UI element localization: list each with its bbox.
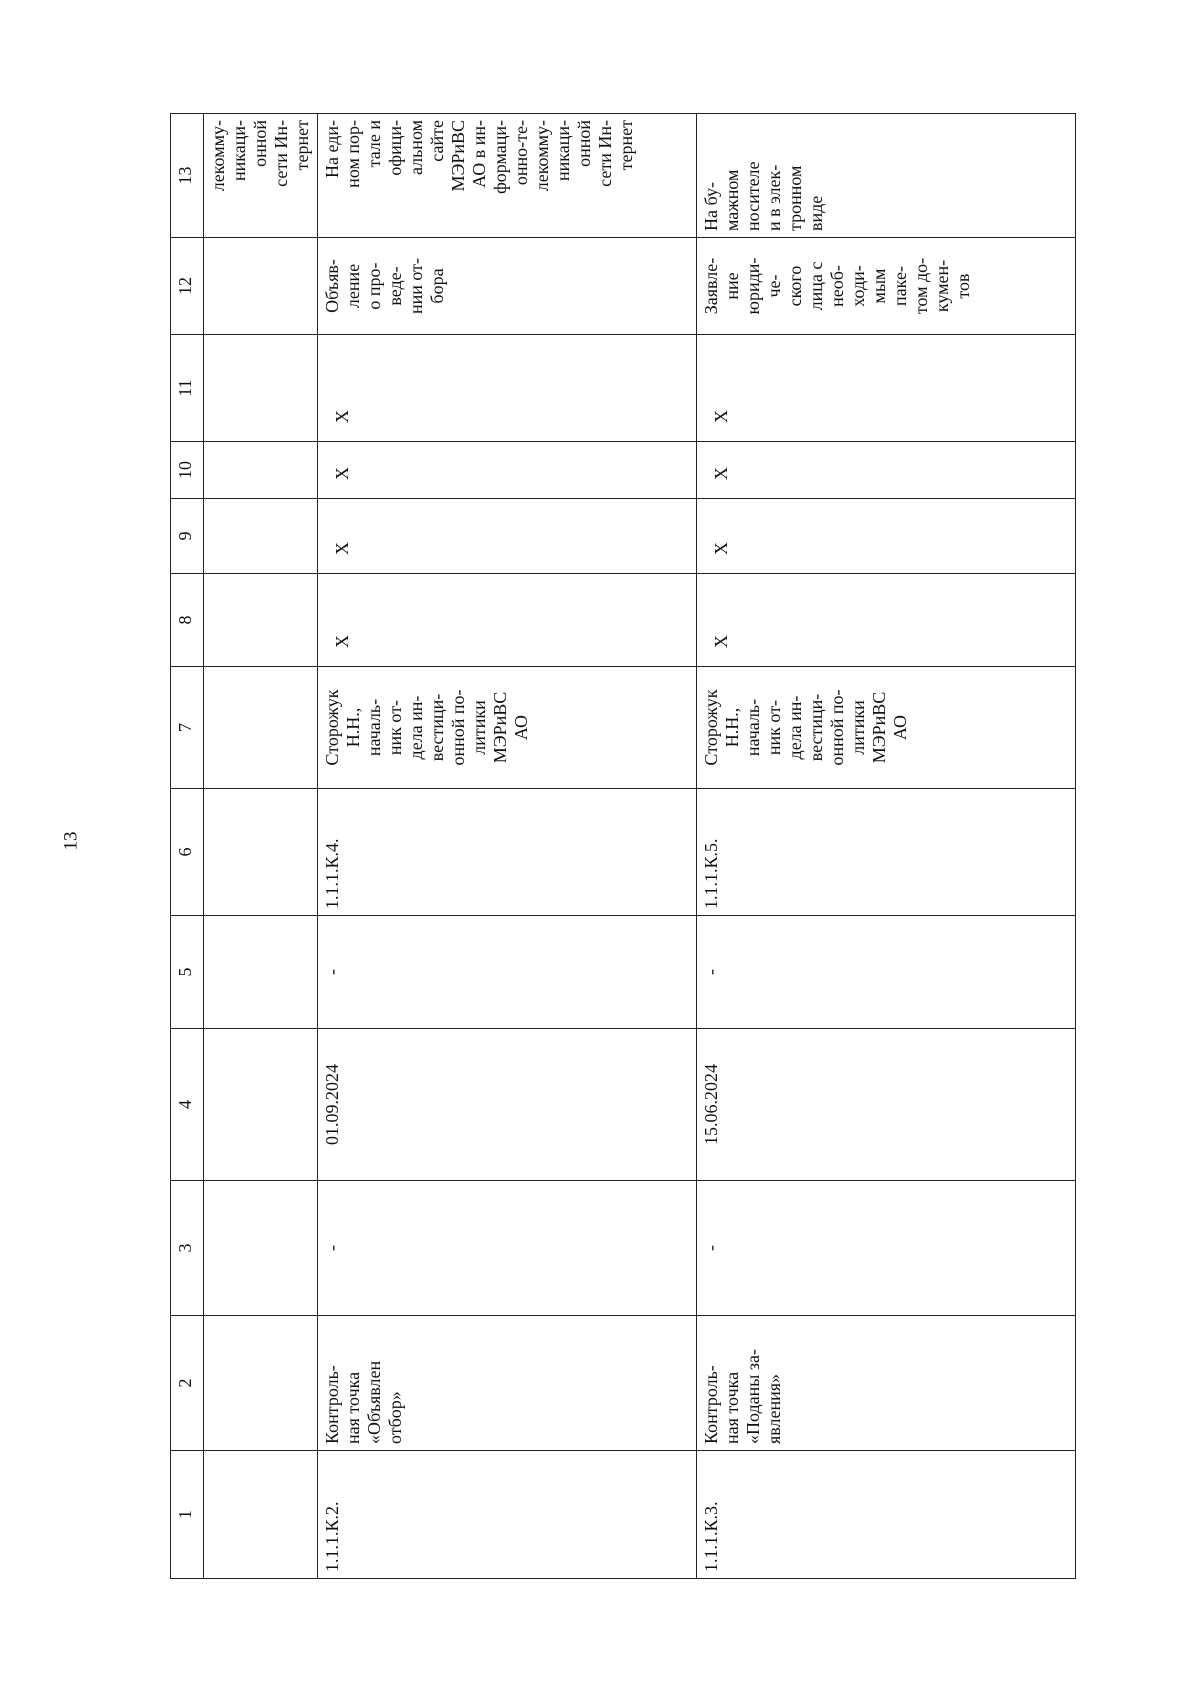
x-mark-cell: X [697, 499, 1076, 574]
table-cell [204, 574, 318, 667]
x-mark-cell: X [318, 442, 697, 499]
x-mark-cell: X [697, 574, 1076, 667]
table-cell [204, 1181, 318, 1316]
placement-cell: лекомму- никаци- онной сети Ин- тернет [204, 114, 318, 238]
table-cell [204, 1316, 318, 1451]
header-cell: 8 [171, 574, 204, 667]
table-cell [204, 1451, 318, 1579]
x-mark-cell: X [697, 335, 1076, 442]
x-mark-cell: X [318, 574, 697, 667]
table-cell [204, 442, 318, 499]
table-cell [204, 667, 318, 789]
code-cell: 1.1.1.К.5. [697, 789, 1076, 916]
placement-cell: На бу- мажном носителе и в элек- тронном виде [697, 114, 1076, 238]
document-cell: Объяв- ление о про- веде- нии от- бора [318, 238, 697, 335]
header-cell: 4 [171, 1029, 204, 1181]
header-cell: 12 [171, 238, 204, 335]
header-cell: 7 [171, 667, 204, 789]
document-cell: Заявле- ние юриди- че- ского лица с необ- ходи- мым паке- том до- кумен- тов [697, 238, 1076, 335]
row-id-cell: 1.1.1.К.2. [318, 1451, 697, 1579]
header-cell: 3 [171, 1181, 204, 1316]
table-cell [204, 789, 318, 916]
row-id-cell: 1.1.1.К.3. [697, 1451, 1076, 1579]
plan-table [170, 113, 1076, 1579]
dash-cell: - [318, 1181, 697, 1316]
date-cell: 01.09.2024 [318, 1029, 697, 1181]
x-mark-cell: X [318, 335, 697, 442]
table-cell [204, 1029, 318, 1181]
header-cell: 2 [171, 1316, 204, 1451]
x-mark-cell: X [697, 442, 1076, 499]
page-number: 13 [60, 831, 82, 851]
dash-cell: - [697, 916, 1076, 1029]
responsible-cell: Сторожук Н.Н., началь- ник от- дела ин- вестици- онной по- литики МЭРиВС АО [697, 667, 1076, 789]
continuation-row [204, 114, 318, 1579]
header-cell: 6 [171, 789, 204, 916]
rotated-table-container [170, 114, 1170, 1579]
table-row [697, 114, 1076, 1579]
table-row [318, 114, 697, 1579]
table-cell [204, 238, 318, 335]
responsible-cell: Сторожук Н.Н., началь- ник от- дела ин- вестици- онной по- литики МЭРиВС АО [318, 667, 697, 789]
code-cell: 1.1.1.К.4. [318, 789, 697, 916]
checkpoint-name-cell: Контроль- ная точка «Поданы за- явления» [697, 1316, 1076, 1451]
table-cell [204, 916, 318, 1029]
checkpoint-name-cell: Контроль- ная точка «Объявлен отбор» [318, 1316, 697, 1451]
header-cell: 13 [171, 114, 204, 238]
header-cell: 1 [171, 1451, 204, 1579]
table-cell [204, 499, 318, 574]
header-cell: 11 [171, 335, 204, 442]
table-cell [204, 335, 318, 442]
header-cell: 5 [171, 916, 204, 1029]
header-row [171, 114, 204, 1579]
header-cell: 10 [171, 442, 204, 499]
date-cell: 15.06.2024 [697, 1029, 1076, 1181]
x-mark-cell: X [318, 499, 697, 574]
dash-cell: - [697, 1181, 1076, 1316]
dash-cell: - [318, 916, 697, 1029]
placement-cell: На еди- ном пор- тале и офици- альном сайте МЭРиВС АО в ин- формаци- онно-те- лекомму- никаци- онной сети Ин- тернет [318, 114, 697, 238]
header-cell: 9 [171, 499, 204, 574]
